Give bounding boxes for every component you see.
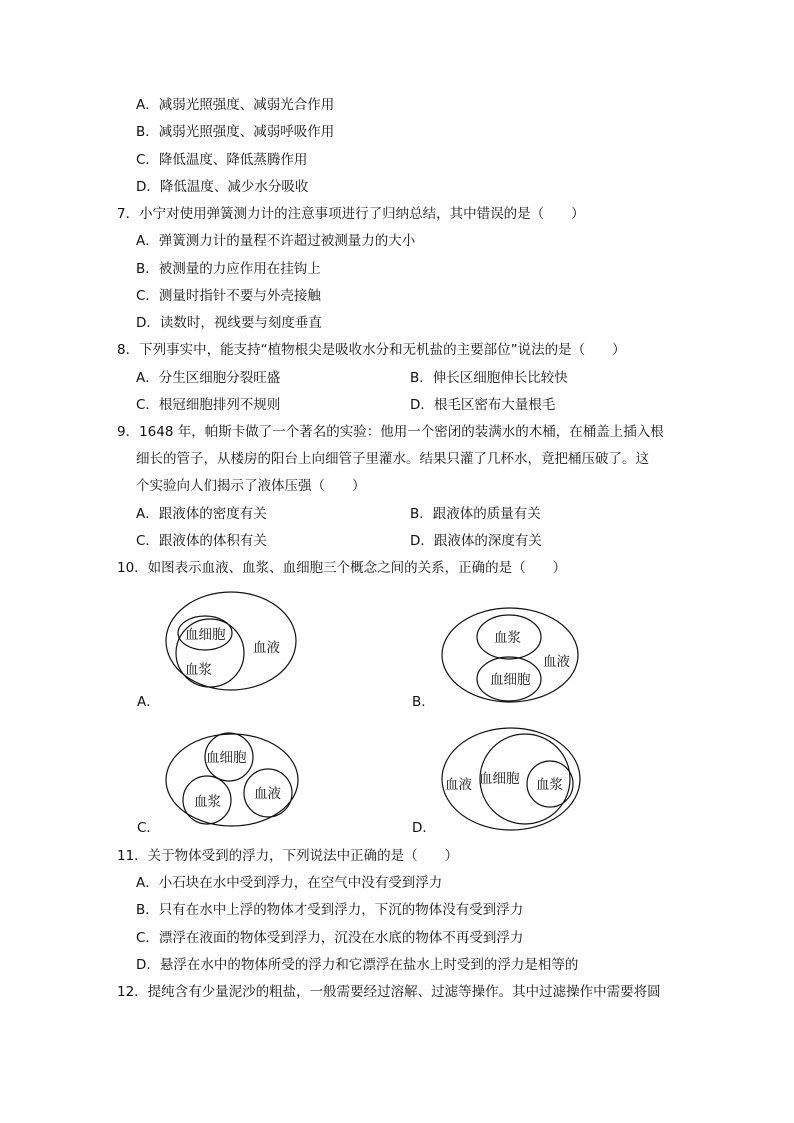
q8-option-a: A．分生区细胞分裂旺盛 — [136, 370, 281, 386]
q10-stem: 10．如图表示血液、血浆、血细胞三个概念之间的关系，正确的是（ ） — [117, 560, 567, 576]
q6-option-c: C．降低温度、降低蒸腾作用 — [136, 152, 308, 168]
diagram-a-blood-label: 血液 — [253, 640, 280, 656]
q10-option-c-label: C． — [137, 820, 160, 836]
diagram-d-blood-label: 血液 — [445, 777, 472, 793]
q11-stem: 11．关于物体受到的浮力，下列说法中正确的是（ ） — [117, 848, 459, 864]
q11-option-d: D．悬浮在水中的物体所受的浮力和它漂浮在盐水上时受到的浮力是相等的 — [136, 957, 579, 973]
diagram-a-cells-label: 血细胞 — [185, 627, 226, 643]
diagram-c-blood-label: 血液 — [254, 786, 281, 802]
q7-option-c: C．测量时指针不要与外壳接触 — [136, 288, 321, 304]
q6-option-a: A．减弱光照强度、减弱光合作用 — [136, 97, 335, 113]
q8-option-d: D．根毛区密布大量根毛 — [410, 397, 556, 413]
q11-option-c: C．漂浮在液面的物体受到浮力，沉没在水底的物体不再受到浮力 — [136, 930, 524, 946]
diagram-b-blood-label: 血液 — [543, 654, 570, 670]
q9-stem-line-1: 9．1648 年，帕斯卡做了一个著名的实验：他用一个密闭的装满水的木桶，在桶盖上插入根 — [117, 424, 664, 440]
q9-stem-line-2: 细长的管子，从楼房的阳台上向细管子里灌水。结果只灌了几杯水，竟把桶压破了。这 — [136, 451, 649, 467]
q7-option-a: A．弹簧测力计的量程不许超过被测量力的大小 — [136, 233, 416, 249]
q10-option-d-label: D． — [412, 820, 436, 836]
q7-option-b: B．被测量的力应作用在挂钩上 — [136, 261, 321, 277]
q6-option-b: B．减弱光照强度、减弱呼吸作用 — [136, 124, 335, 140]
q9-option-d: D．跟液体的深度有关 — [410, 533, 542, 549]
q7-option-d: D．读数时，视线要与刻度垂直 — [136, 315, 322, 331]
q9-option-c: C．跟液体的体积有关 — [136, 533, 267, 549]
q11-option-b: B．只有在水中上浮的物体才受到浮力，下沉的物体没有受到浮力 — [136, 902, 524, 918]
q7-stem: 7．小宁对使用弹簧测力计的注意事项进行了归纳总结，其中错误的是（ ） — [117, 206, 585, 222]
q9-option-b: B．跟液体的质量有关 — [410, 506, 541, 522]
diagram-d-plasma-label: 血浆 — [536, 777, 563, 793]
diagram-c-plasma-label: 血浆 — [194, 794, 221, 810]
diagram-c-cells-label: 血细胞 — [206, 750, 247, 766]
q8-option-b: B．伸长区细胞伸长比较快 — [410, 370, 568, 386]
q10-option-b-label: B． — [412, 694, 435, 710]
diagram-b — [438, 604, 588, 704]
q10-option-a-label: A． — [137, 694, 160, 710]
diagram-c — [162, 730, 312, 830]
diagram-d — [438, 722, 588, 832]
q9-stem-line-3: 个实验向人们揭示了液体压强（ ） — [136, 478, 366, 494]
diagram-a — [160, 588, 310, 698]
diagram-a-plasma-label: 血浆 — [185, 662, 212, 678]
diagram-d-cells-label: 血细胞 — [479, 771, 520, 787]
q8-option-c: C．根冠细胞排列不规则 — [136, 397, 281, 413]
q6-option-d: D．降低温度、减少水分吸收 — [136, 179, 309, 195]
q8-stem: 8．下列事实中，能支持“植物根尖是吸收水分和无机盐的主要部位”说法的是（ ） — [117, 342, 626, 358]
q9-option-a: A．跟液体的密度有关 — [136, 506, 267, 522]
q12-stem: 12．提纯含有少量泥沙的粗盐，一般需要经过溶解、过滤等操作。其中过滤操作中需要将圆 — [117, 984, 661, 1000]
diagram-b-plasma-label: 血浆 — [494, 630, 521, 646]
q11-option-a: A．小石块在水中受到浮力，在空气中没有受到浮力 — [136, 875, 443, 891]
diagram-b-cells-label: 血细胞 — [490, 672, 531, 688]
